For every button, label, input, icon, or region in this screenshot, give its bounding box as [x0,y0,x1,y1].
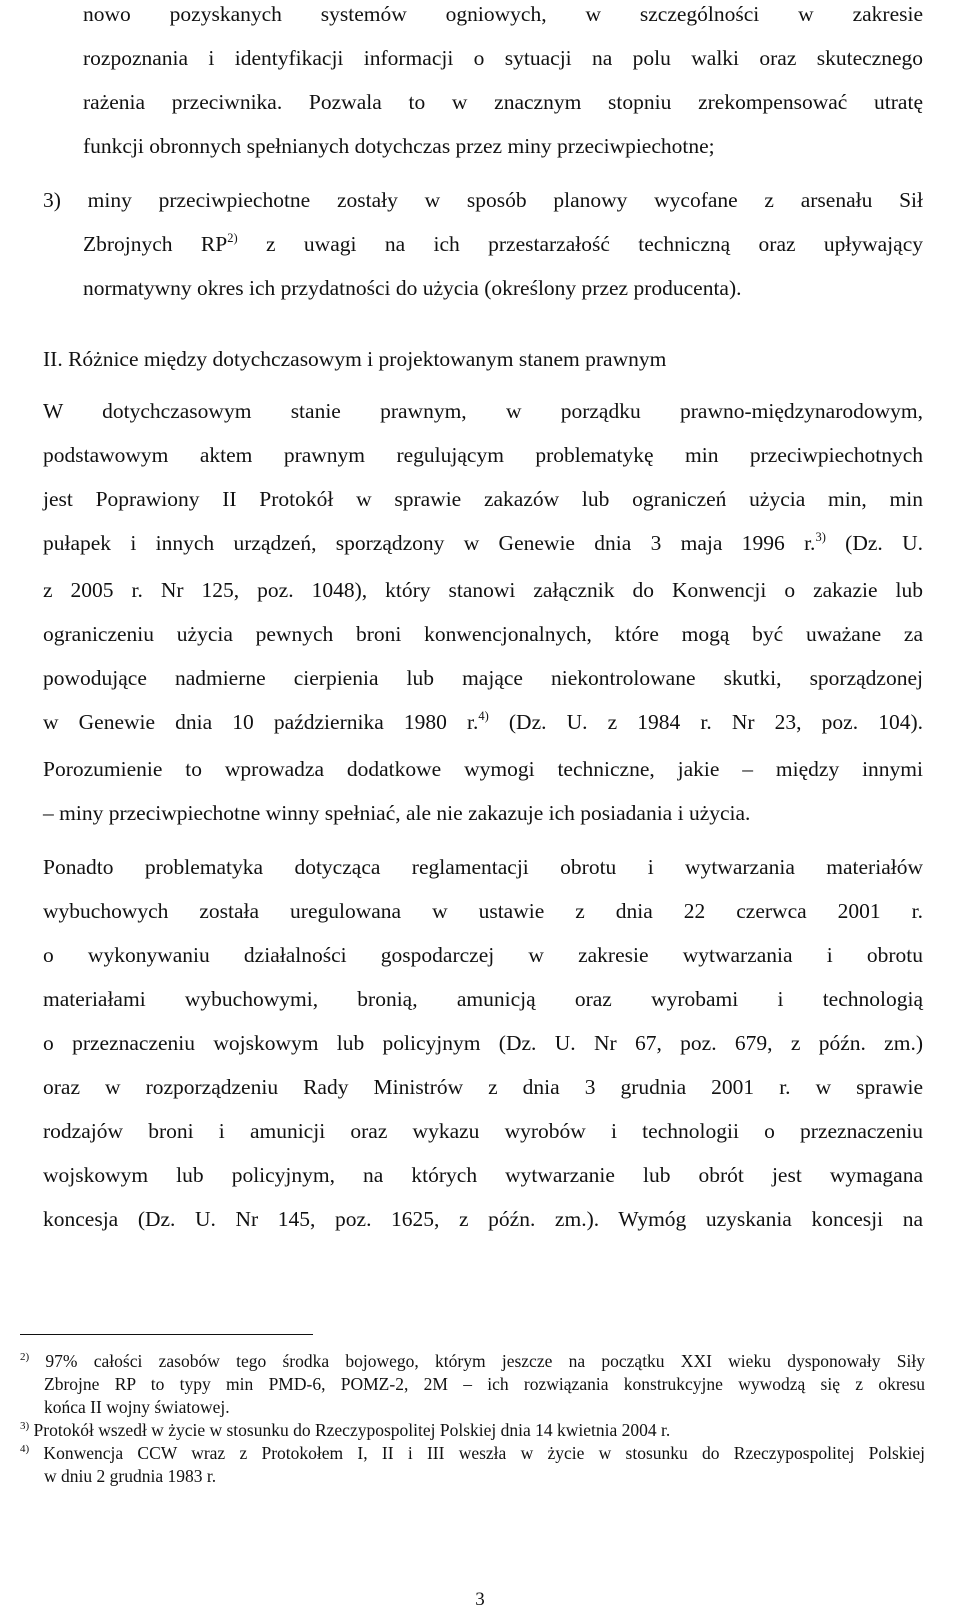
text-line [43,941,923,969]
text-line [83,274,923,302]
footnote-text: końca II wojny światowej. [44,1397,230,1417]
text-line [43,1205,923,1233]
text-line-content: rażenia przeciwnika. Pozwala to w znacznym stopniu zrekompensować utratę [83,90,923,114]
text-line [43,441,923,469]
text-line-content: – miny przeciwpiechotne winny spełniać, ale nie zakazuje ich posiadania i użycia. [43,801,751,825]
text-line [43,576,923,604]
text-line [83,44,923,72]
text-line [43,708,923,736]
text-line-content: II. Różnice między dotychczasowym i projektowanym stanem prawnym [43,347,667,371]
text-line-content: Porozumienie to wprowadza dodatkowe wymogi techniczne, jakie – między innymi [43,757,923,781]
footnote-reference: 3) [815,530,826,544]
footnote-line [44,1396,925,1418]
text-line [43,397,923,425]
text-line-content: funkcji obronnych spełnianych dotychczas przez miny przeciwpiechotne; [83,134,715,158]
footnote-marker: 4) [20,1443,30,1455]
footnote-line [20,1442,925,1464]
text-line [43,1161,923,1189]
text-line-content: Zbrojnych RP [83,232,228,256]
text-line [43,485,923,513]
text-line-content: powodujące nadmierne cierpienia lub mające niekontrolowane skutki, sporządzonej [43,666,923,690]
text-line [43,345,923,373]
text-line [43,853,923,881]
footnote-marker: 2) [20,1351,30,1363]
footnote-line [44,1373,925,1395]
footnote-line [44,1465,925,1487]
text-line [43,529,923,557]
footnote-text: Konwencja CCW wraz z Protokołem I, II i III weszła w życie w stosunku do Rzeczypospolitej Polskiej [29,1443,925,1463]
footnote-separator [20,1334,313,1335]
text-line-content: oraz w rozporządzeniu Rady Ministrów z dnia 3 grudnia 2001 r. w sprawie [43,1075,923,1099]
text-line-content: podstawowym aktem prawnym regulującym problematykę min przeciwpiechotnych [43,443,923,467]
footnote-line [20,1419,925,1441]
footnote-text: Zbrojne RP to typy min PMD-6, POMZ-2, 2M – ich rozwiązania konstrukcyjne wywodzą się z okresu [44,1374,925,1394]
footnote-line [20,1350,925,1372]
text-line-continuation: (Dz. U. z 1984 r. Nr 23, poz. 104). [488,710,923,734]
footnote-reference: 2) [227,231,238,245]
text-line-content: rodzajów broni i amunicji oraz wykazu wyrobów i technologii o przeznaczeniu [43,1119,923,1143]
text-line-content: koncesja (Dz. U. Nr 145, poz. 1625, z późn. zm.). Wymóg uzyskania koncesji na [43,1207,923,1231]
text-line-content: pułapek i innych urządzeń, sporządzony w Genewie dnia 3 maja 1996 r. [43,531,816,555]
text-line [43,186,923,214]
text-line [43,755,923,783]
footnote-text: Protokół wszedł w życie w stosunku do Rzeczypospolitej Polskiej dnia 14 kwietnia 2004 r. [29,1420,671,1440]
text-line-content: W dotychczasowym stanie prawnym, w porządku prawno-międzynarodowym, [43,399,923,423]
text-line-content: 3) miny przeciwpiechotne zostały w sposób planowy wycofane z arsenału Sił [43,188,923,212]
text-line [83,132,923,160]
text-line [43,664,923,692]
text-line [43,799,923,827]
text-line [43,897,923,925]
text-line [43,1117,923,1145]
text-line-content: wojskowym lub policyjnym, na których wytwarzanie lub obrót jest wymagana [43,1163,923,1187]
text-line-continuation: (Dz. U. [825,531,923,555]
text-line-content: ograniczeniu użycia pewnych broni konwencjonalnych, które mogą być uważane za [43,622,923,646]
text-line [83,88,923,116]
footnote-text: w dniu 2 grudnia 1983 r. [44,1466,217,1486]
text-line-content: jest Poprawiony II Protokół w sprawie zakazów lub ograniczeń użycia min, min [43,487,923,511]
text-line-content: w Genewie dnia 10 października 1980 r. [43,710,479,734]
text-line [43,1073,923,1101]
footnote-reference: 4) [478,709,489,723]
text-line-content: o wykonywaniu działalności gospodarczej w zakresie wytwarzania i obrotu [43,943,923,967]
page-number: 3 [475,1589,485,1610]
text-line-content: wybuchowych została uregulowana w ustawie z dnia 22 czerwca 2001 r. [43,899,923,923]
text-line [43,620,923,648]
footnote-marker: 3) [20,1420,30,1432]
text-line-continuation: z uwagi na ich przestarzałość techniczną oraz upływający [237,232,923,256]
text-line-content: o przeznaczeniu wojskowym lub policyjnym (Dz. U. Nr 67, poz. 679, z późn. zm.) [43,1031,923,1055]
text-line-content: nowo pozyskanych systemów ogniowych, w szczególności w zakresie [83,2,923,26]
text-line [43,1029,923,1057]
text-line [83,230,923,258]
footnote-text: 97% całości zasobów tego środka bojowego, którym jeszcze na początku XXI wieku dysponowały Siły [29,1351,925,1371]
text-line-content: rozpoznania i identyfikacji informacji o sytuacji na polu walki oraz skutecznego [83,46,923,70]
text-line-content: z 2005 r. Nr 125, poz. 1048), który stanowi załącznik do Konwencji o zakazie lub [43,578,923,602]
text-line [83,0,923,28]
text-line-content: normatywny okres ich przydatności do użycia (określony przez producenta). [83,276,742,300]
text-line-content: Ponadto problematyka dotycząca reglamentacji obrotu i wytwarzania materiałów [43,855,923,879]
text-line-content: materiałami wybuchowymi, bronią, amunicją oraz wyrobami i technologią [43,987,923,1011]
text-line [43,985,923,1013]
